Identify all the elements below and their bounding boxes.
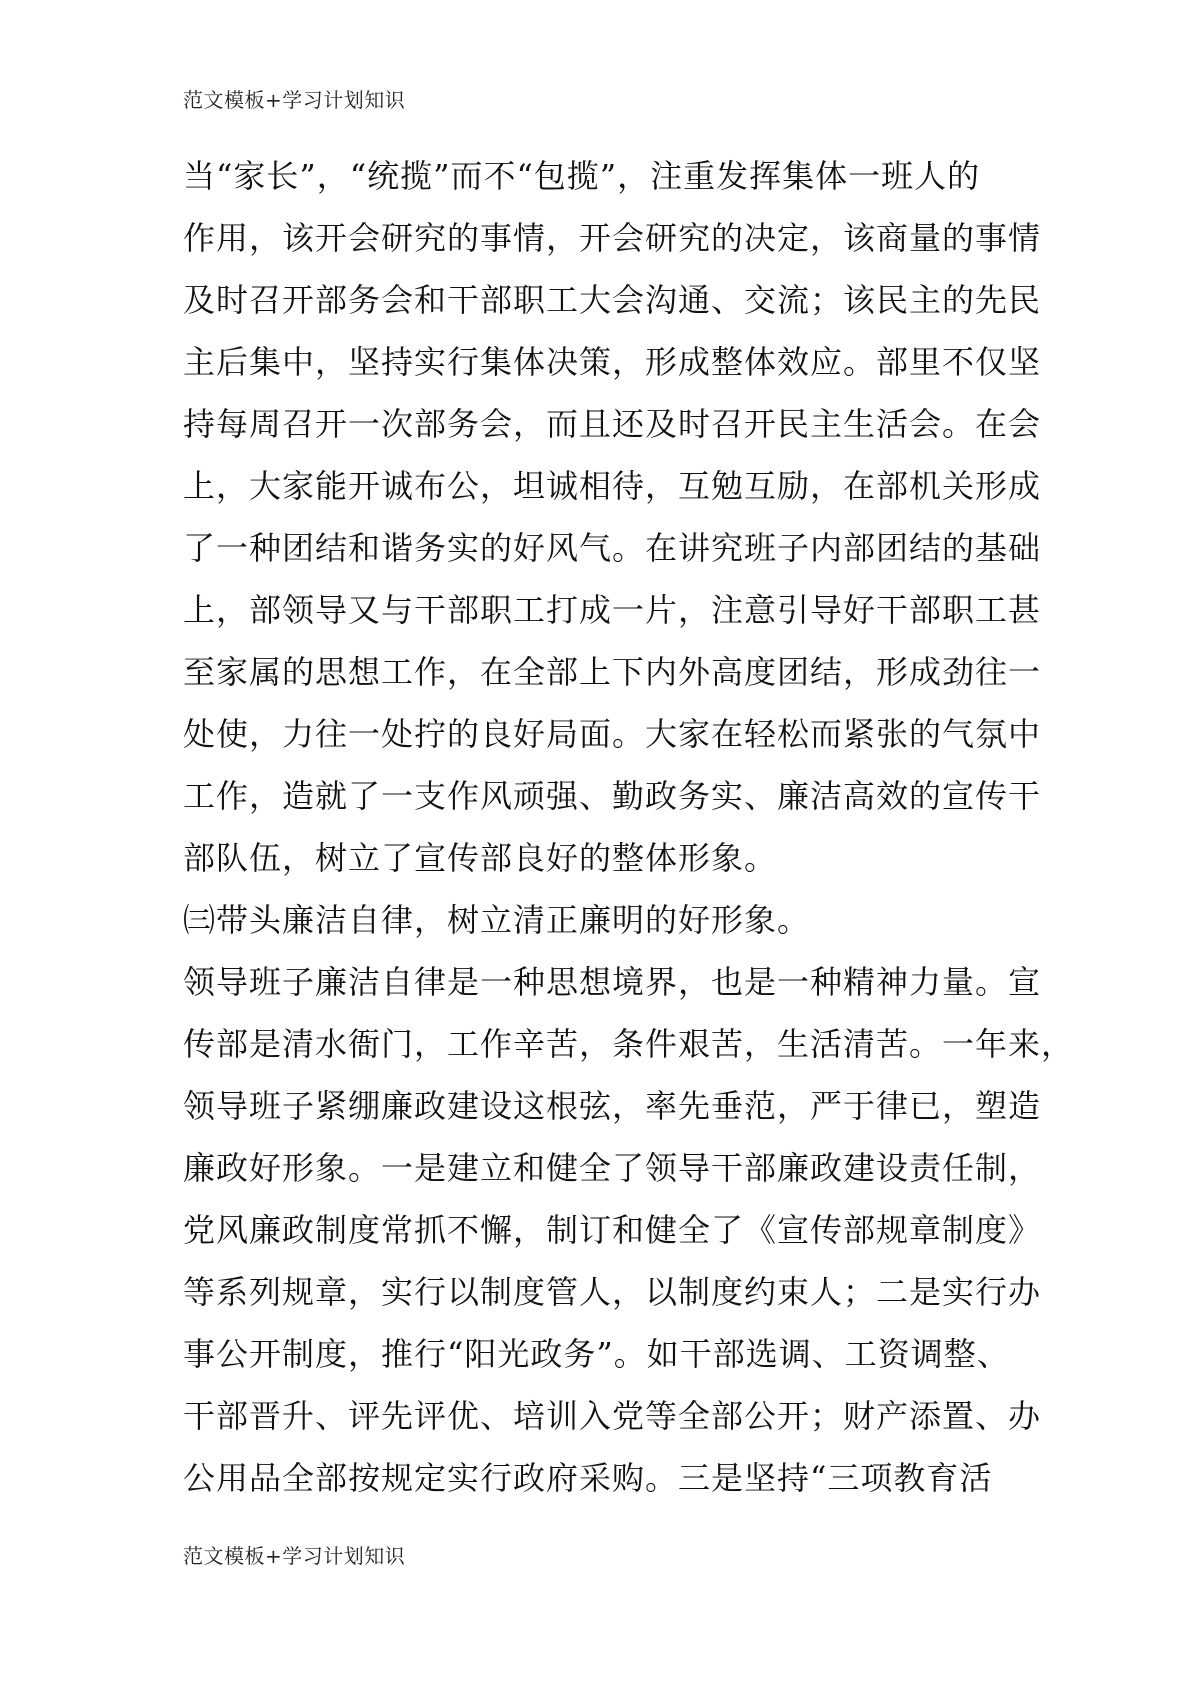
- text-line: 了一种团结和谐务实的好风气。在讲究班子内部团结的基础: [183, 529, 1042, 567]
- text-line: 主后集中，坚持实行集体决策，形成整体效应。部里不仅坚: [183, 343, 1042, 381]
- text-line: 持每周召开一次部务会，而且还及时召开民主生活会。在会: [183, 405, 1042, 443]
- section-heading: ㈢带头廉洁自律，树立清正廉明的好形象。: [183, 901, 811, 939]
- text-line: 领导班子廉洁自律是一种思想境界，也是一种精神力量。宣: [183, 963, 1042, 1001]
- text-line: 廉政好形象。一是建立和健全了领导干部廉政建设责任制，: [183, 1149, 1042, 1187]
- text-line: 及时召开部务会和干部职工大会沟通、交流；该民主的先民: [183, 281, 1042, 319]
- text-line: 部队伍，树立了宣传部良好的整体形象。: [183, 839, 778, 877]
- text-line: 至家属的思想工作，在全部上下内外高度团结，形成劲往一: [183, 653, 1042, 691]
- text-line: 传部是清水衙门，工作辛苦，条件艰苦，生活清苦。一年来，: [183, 1025, 1075, 1063]
- text-line: 上，部领导又与干部职工打成一片，注意引导好干部职工甚: [183, 591, 1042, 629]
- text-line: 上，大家能开诚布公，坦诚相待，互勉互励，在部机关形成: [183, 467, 1042, 505]
- text-line: 等系列规章，实行以制度管人，以制度约束人；二是实行办: [183, 1273, 1042, 1311]
- text-line: 干部晋升、评先评优、培训入党等全部公开；财产添置、办: [183, 1397, 1042, 1435]
- running-header: 范文模板+学习计划知识: [183, 88, 406, 112]
- text-line: 工作，造就了一支作风顽强、勤政务实、廉洁高效的宣传干: [183, 777, 1042, 815]
- text-line: 领导班子紧绷廉政建设这根弦，率先垂范，严于律已，塑造: [183, 1087, 1042, 1125]
- text-line: 作用，该开会研究的事情，开会研究的决定，该商量的事情: [183, 219, 1042, 257]
- body-text: [183, 145, 1075, 1509]
- text-line: 党风廉政制度常抓不懈，制订和健全了《宣传部规章制度》: [183, 1211, 1042, 1249]
- text-line: 处使，力往一处拧的良好局面。大家在轻松而紧张的气氛中: [183, 715, 1042, 753]
- text-line: 当“家长”，“统揽”而不“包揽”，注重发挥集体一班人的: [183, 157, 981, 195]
- text-line: 公用品全部按规定实行政府采购。三是坚持“三项教育活: [183, 1459, 993, 1497]
- text-line: 事公开制度，推行“阳光政务”。如干部选调、工资调整、: [183, 1335, 1010, 1373]
- running-footer: 范文模板+学习计划知识: [183, 1544, 406, 1568]
